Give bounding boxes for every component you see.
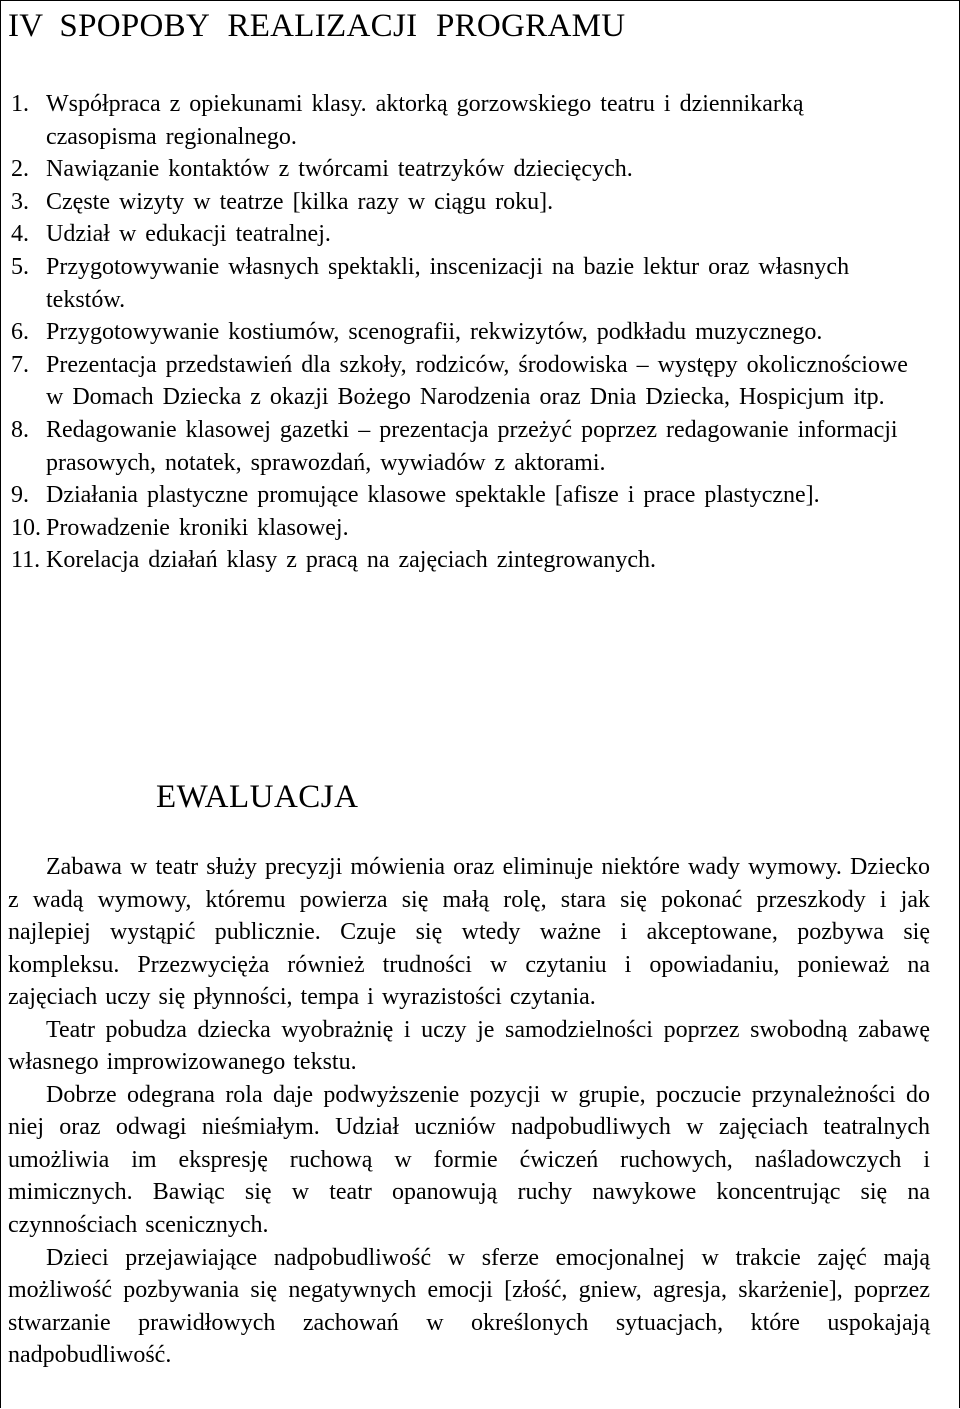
list-item-number: 8. <box>11 416 29 443</box>
evaluation-body <box>8 851 930 1372</box>
list-item-number: 10. <box>11 514 41 541</box>
list-item-text: Przygotowywanie własnych spektakli, inscenizacji na bazie lektur oraz własnych tekstów. <box>46 253 850 313</box>
list-item <box>11 479 921 512</box>
list-item <box>11 316 921 349</box>
list-item-number: 1. <box>11 91 29 117</box>
list-item <box>11 153 921 186</box>
list-item-text: Redagowanie klasowej gazetki – prezentacja przeżyć poprzez redagowanie informacji prasowych, notatek, sprawozdań, wywiadów z aktorami. <box>46 416 898 476</box>
list-item-number: 7. <box>11 351 29 378</box>
section-heading <box>8 4 625 48</box>
realization-list <box>11 88 921 577</box>
list-item-text: Przygotowywanie kostiumów, scenografii, rekwizytów, podkładu muzycznego. <box>46 319 823 346</box>
list-item-text: Udział w edukacji teatralnej. <box>46 221 331 248</box>
list-item-text: Częste wizyty w teatrze [kilka razy w ciągu roku]. <box>46 188 554 215</box>
list-item-number: 5. <box>11 253 29 280</box>
list-item-number: 3. <box>11 188 29 215</box>
evaluation-paragraph: Dobrze odegrana rola daje podwyższenie pozycji w grupie, poczucie przynależności do niej oraz odwagi nieśmiałym. Udział uczniów nadpobudliwych w zajęciach teatralnych umożliwia im ekspresję ruchową w formie ćwiczeń ruchowych, naśladowczych i mimicznych. Bawiąc się w teatr opanowują ruchy nawykowe koncentrując się na czynnościach scenicznych. <box>8 1081 930 1239</box>
list-item <box>11 251 921 316</box>
list-item <box>11 414 921 479</box>
list-item-number: 2. <box>11 156 29 183</box>
section-title: SPOPOBY REALIZACJI PROGRAMU <box>59 8 626 44</box>
list-item <box>11 512 921 545</box>
evaluation-paragraph: Dzieci przejawiające nadpobudliwość w sferze emocjonalnej w trakcie zajęć mają możliwość pozbywania się negatywnych emocji [złość, gniew, agresja, skarżenie], poprzez stwarzanie prawidłowych zachowań w określonych sytuacjach, które uspokajają nadpobudliwość. <box>8 1244 930 1369</box>
section-numeral: IV <box>8 8 44 44</box>
list-item-number: 9. <box>11 482 29 509</box>
list-item <box>11 544 921 577</box>
list-item-number: 11. <box>11 547 41 574</box>
evaluation-heading: EWALUACJA <box>156 779 359 815</box>
list-item <box>11 349 921 414</box>
list-item-text: Korelacja działań klasy z pracą na zajęciach zintegrowanych. <box>46 547 656 574</box>
evaluation-paragraph: Teatr pobudza dziecka wyobrażnię i uczy je samodzielności poprzez swobodną zabawę własnego improwizowanego tekstu. <box>8 1016 930 1076</box>
list-item-text: Prezentacja przedstawień dla szkoły, rodziców, środowiska – występy okolicznościowe w Domach Dziecka z okazji Bożego Narodzenia oraz Dnia Dziecka, Hospicjum itp. <box>46 351 908 411</box>
list-item-text: Nawiązanie kontaktów z twórcami teatrzyków dziecięcych. <box>46 156 633 183</box>
list-item <box>11 186 921 219</box>
list-item <box>11 218 921 251</box>
list-item-text: Prowadzenie kroniki klasowej. <box>46 514 349 541</box>
list-item-number: 6. <box>11 319 29 346</box>
list-item-number: 4. <box>11 221 29 248</box>
list-item-text: Współpraca z opiekunami klasy. aktorką gorzowskiego teatru i dziennikarką czasopisma regionalnego. <box>46 91 804 150</box>
list-item <box>11 88 921 153</box>
evaluation-paragraph: Zabawa w teatr służy precyzji mówienia oraz eliminuje niektóre wady wymowy. Dziecko z wadą wymowy, któremu powierza się małą rolę, stara się pokonać przeszkody i jak najlepiej wystąpić publicznie. Czuje się wtedy ważne i akceptowane, pozbywa się kompleksu. Przezwycięża również trudności w czytaniu i opowiadaniu, ponieważ na zajęciach uczy się płynności, tempa i wyrazistości czytania. <box>8 854 930 1011</box>
list-item-text: Działania plastyczne promujące klasowe spektakle [afisze i prace plastyczne]. <box>46 482 820 509</box>
